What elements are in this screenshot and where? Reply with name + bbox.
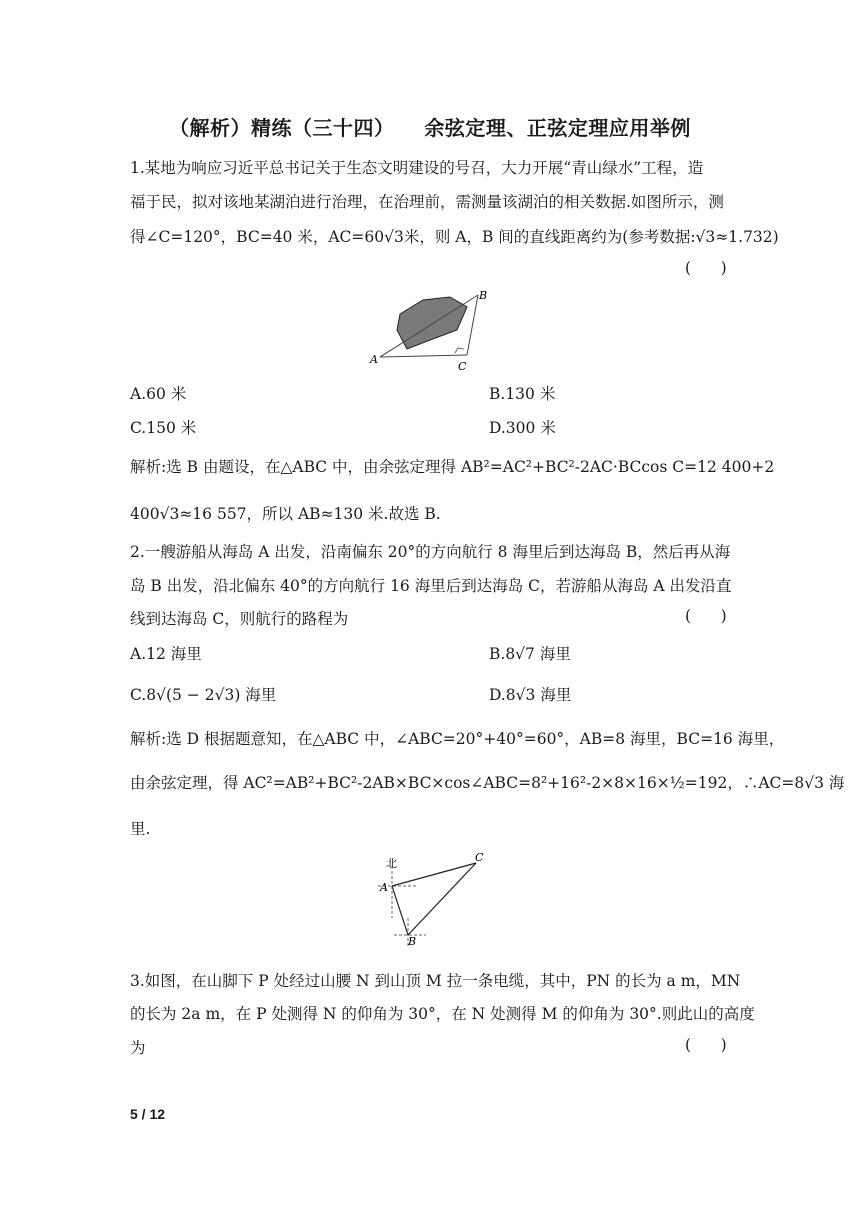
q1-stem-line3: 得∠C=120°，BC=40 米，AC=60√3米，则 A，B 间的直线距离约为(参考数据:√3≈1.732) — [130, 228, 779, 246]
q2-option-c: C.8√(5 − 2√3) 海里 — [130, 686, 277, 704]
q1-label-b: B — [479, 289, 488, 302]
q1-answer-bracket: ( ) — [685, 259, 727, 277]
q2-label-b: B — [408, 935, 417, 948]
q1-option-b: B.130 米 — [489, 385, 556, 403]
q1-stem-line1: 1.某地为响应习近平总书记关于生态文明建设的号召，大力开展“青山绿水”工程，造 — [130, 159, 704, 177]
q1-label-a: A — [370, 353, 378, 366]
q1-option-a: A.60 米 — [130, 385, 187, 403]
q2-option-a: A.12 海里 — [130, 645, 202, 663]
q1-option-c: C.150 米 — [130, 419, 197, 437]
q2-answer-bracket: ( ) — [685, 607, 727, 625]
q3-stem-line1: 3.如图，在山脚下 P 处经过山腰 N 到山顶 M 拉一条电缆，其中，PN 的长为 a m，MN — [130, 972, 741, 990]
q3-stem-line2: 的长为 2a m，在 P 处测得 N 的仰角为 30°，在 N 处测得 M 的仰角为 30°.则此山的高度 — [130, 1005, 755, 1023]
q2-stem-line1: 2.一艘游船从海岛 A 出发，沿南偏东 20°的方向航行 8 海里后到达海岛 B，然后再从海 — [130, 543, 731, 561]
q1-solution-line1: 解析:选 B 由题设，在△ABC 中，由余弦定理得 AB²=AC²+BC²-2AC·BCcos C=12 400+2 — [130, 458, 775, 476]
q3-stem-line3: 为 — [130, 1039, 146, 1057]
q1-solution-line2: 400√3≈16 557，所以 AB≈130 米.故选 B. — [130, 505, 441, 523]
q2-option-d: D.8√3 海里 — [489, 686, 572, 704]
q2-north-label: 北 — [386, 857, 397, 870]
q2-option-b: B.8√7 海里 — [489, 645, 571, 663]
q1-label-c: C — [458, 360, 467, 373]
q2-navigation-figure — [370, 848, 500, 958]
q1-stem-line2: 福于民，拟对该地某湖泊进行治理，在治理前，需测量该湖泊的相关数据.如图所示，测 — [130, 193, 724, 211]
page-number: 5 / 12 — [130, 1106, 166, 1122]
page-title: （解析）精练（三十四） 余弦定理、正弦定理应用举例 — [169, 116, 691, 140]
q2-solution-line2: 由余弦定理，得 AC²=AB²+BC²-2AB×BC×cos∠ABC=8²+16²-2×8×16×½=192，∴AC=8√3 海 — [130, 774, 845, 792]
q2-label-c: C — [475, 851, 484, 864]
q2-solution-line1: 解析:选 D 根据题意知，在△ABC 中，∠ABC=20°+40°=60°，AB=8 海里，BC=16 海里， — [130, 730, 785, 748]
q1-option-d: D.300 米 — [489, 419, 556, 437]
q2-label-a: A — [380, 881, 388, 894]
q2-stem-line3: 线到达海岛 C，则航行的路程为 — [130, 610, 349, 628]
q1-lake-figure — [360, 283, 510, 375]
q2-stem-line2: 岛 B 出发，沿北偏东 40°的方向航行 16 海里后到达海岛 C，若游船从海岛 A 出发沿直 — [130, 577, 732, 595]
q3-answer-bracket: ( ) — [685, 1036, 727, 1054]
q2-solution-line3: 里. — [130, 820, 151, 838]
